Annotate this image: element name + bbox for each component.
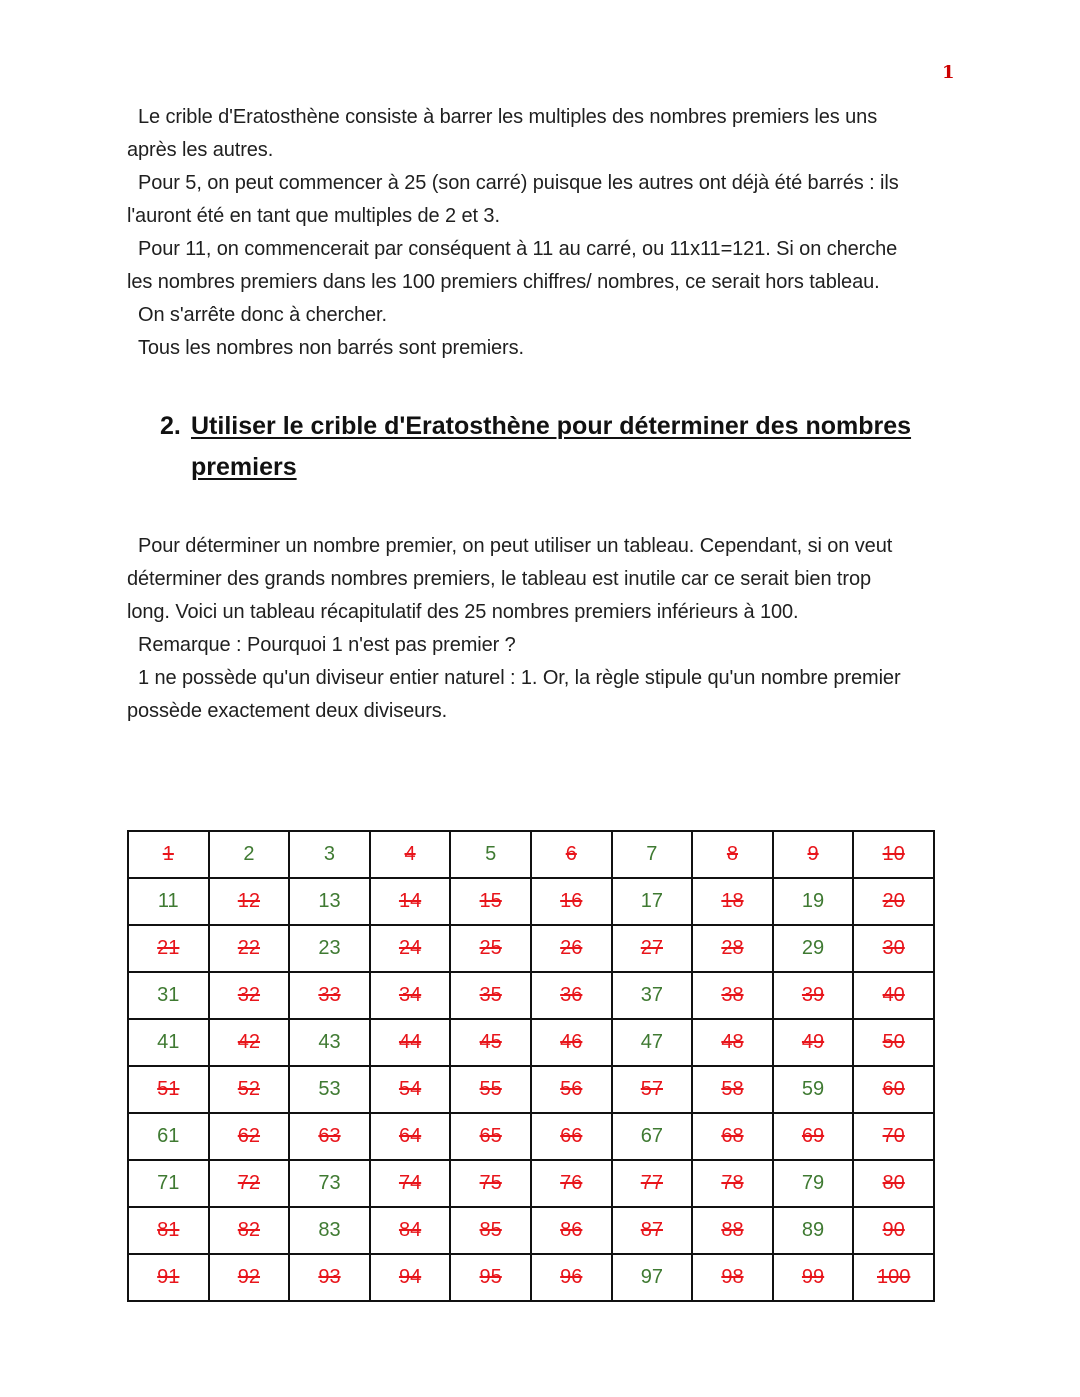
prime-number: 83 bbox=[318, 1219, 341, 1241]
crossed-number: 81 bbox=[157, 1219, 180, 1241]
prime-number: 7 bbox=[646, 843, 658, 865]
eratosthenes-sieve-table bbox=[127, 830, 935, 1302]
prime-cell bbox=[209, 831, 290, 878]
prime-cell bbox=[612, 1113, 693, 1160]
crossed-cell bbox=[209, 1019, 290, 1066]
prime-cell bbox=[128, 972, 209, 1019]
crossed-cell bbox=[450, 878, 531, 925]
crossed-number: 90 bbox=[882, 1219, 905, 1241]
prime-cell bbox=[773, 925, 854, 972]
crossed-number: 77 bbox=[640, 1172, 663, 1194]
crossed-number: 40 bbox=[882, 984, 905, 1006]
crossed-number: 25 bbox=[479, 937, 502, 959]
crossed-number: 64 bbox=[398, 1125, 422, 1147]
crossed-cell bbox=[853, 972, 934, 1019]
crossed-cell bbox=[853, 878, 934, 925]
crossed-cell bbox=[531, 1207, 612, 1254]
prime-cell bbox=[128, 1160, 209, 1207]
prime-number: 19 bbox=[801, 890, 825, 912]
crossed-number: 65 bbox=[479, 1125, 502, 1147]
prime-number: 29 bbox=[801, 937, 825, 959]
crossed-cell bbox=[289, 1113, 370, 1160]
prime-number: 31 bbox=[157, 984, 180, 1006]
crossed-cell bbox=[773, 1019, 854, 1066]
crossed-number: 33 bbox=[318, 984, 341, 1006]
prime-number: 11 bbox=[157, 890, 179, 912]
crossed-cell bbox=[773, 972, 854, 1019]
crossed-number: 95 bbox=[479, 1266, 502, 1288]
crossed-cell bbox=[531, 1254, 612, 1301]
intro-line: Le crible d'Eratosthène consiste à barrer les multiples des nombres premiers les uns bbox=[138, 106, 878, 128]
crossed-number: 38 bbox=[721, 984, 744, 1006]
prime-number: 23 bbox=[318, 937, 341, 959]
crossed-number: 28 bbox=[721, 937, 744, 959]
crossed-number: 56 bbox=[560, 1078, 583, 1100]
prime-number: 5 bbox=[485, 843, 497, 865]
prime-cell bbox=[773, 1207, 854, 1254]
body-line: Pour déterminer un nombre premier, on peut utiliser un tableau. Cependant, si on veut bbox=[138, 535, 893, 557]
crossed-cell bbox=[450, 1113, 531, 1160]
crossed-number: 62 bbox=[237, 1125, 261, 1147]
crossed-cell bbox=[370, 925, 451, 972]
intro-line: Tous les nombres non barrés sont premiers. bbox=[138, 337, 524, 359]
prime-cell bbox=[612, 831, 693, 878]
prime-cell bbox=[450, 831, 531, 878]
crossed-cell bbox=[692, 1254, 773, 1301]
sieve-row bbox=[128, 1254, 934, 1301]
prime-number: 59 bbox=[801, 1078, 825, 1100]
prime-cell bbox=[128, 1113, 209, 1160]
crossed-cell bbox=[692, 878, 773, 925]
crossed-number: 91 bbox=[157, 1266, 180, 1288]
page-number: 1 bbox=[942, 62, 955, 83]
crossed-number: 93 bbox=[318, 1266, 341, 1288]
crossed-number: 9 bbox=[807, 843, 819, 865]
crossed-cell bbox=[531, 925, 612, 972]
crossed-cell bbox=[450, 925, 531, 972]
crossed-cell bbox=[450, 1160, 531, 1207]
crossed-cell bbox=[612, 1207, 693, 1254]
crossed-number: 34 bbox=[398, 984, 422, 1006]
crossed-number: 49 bbox=[801, 1031, 825, 1053]
body-line: long. Voici un tableau récapitulatif des 25 nombres premiers inférieurs à 100. bbox=[127, 601, 799, 623]
crossed-cell bbox=[853, 1160, 934, 1207]
intro-line: l'auront été en tant que multiples de 2 et 3. bbox=[127, 205, 500, 227]
crossed-cell bbox=[853, 1066, 934, 1113]
crossed-cell bbox=[531, 1019, 612, 1066]
crossed-cell bbox=[128, 1066, 209, 1113]
body-line: 1 ne possède qu'un diviseur entier naturel : 1. Or, la règle stipule qu'un nombre premier bbox=[138, 667, 901, 689]
crossed-cell bbox=[692, 972, 773, 1019]
intro-line: Pour 11, on commencerait par conséquent à 11 au carré, ou 11x11=121. Si on cherche bbox=[138, 238, 898, 260]
prime-cell bbox=[289, 1160, 370, 1207]
crossed-number: 30 bbox=[882, 937, 905, 959]
crossed-cell bbox=[209, 972, 290, 1019]
crossed-number: 70 bbox=[882, 1125, 905, 1147]
crossed-cell bbox=[128, 1207, 209, 1254]
crossed-cell bbox=[692, 1113, 773, 1160]
crossed-cell bbox=[209, 1066, 290, 1113]
prime-cell bbox=[289, 878, 370, 925]
crossed-cell bbox=[853, 831, 934, 878]
crossed-number: 48 bbox=[721, 1031, 744, 1053]
crossed-number: 52 bbox=[237, 1078, 261, 1100]
crossed-number: 46 bbox=[560, 1031, 583, 1053]
prime-cell bbox=[612, 1019, 693, 1066]
prime-number: 67 bbox=[640, 1125, 663, 1147]
crossed-number: 87 bbox=[640, 1219, 663, 1241]
crossed-cell bbox=[128, 831, 209, 878]
crossed-number: 86 bbox=[560, 1219, 583, 1241]
crossed-number: 76 bbox=[560, 1172, 583, 1194]
crossed-number: 44 bbox=[398, 1031, 422, 1053]
remark-line: Remarque : Pourquoi 1 n'est pas premier ? bbox=[138, 634, 516, 656]
crossed-number: 80 bbox=[882, 1172, 905, 1194]
crossed-cell bbox=[692, 1066, 773, 1113]
intro-line: Pour 5, on peut commencer à 25 (son carré) puisque les autres ont déjà été barrés : ils bbox=[138, 172, 899, 194]
crossed-cell bbox=[531, 878, 612, 925]
crossed-number: 26 bbox=[560, 937, 583, 959]
crossed-number: 68 bbox=[721, 1125, 744, 1147]
prime-number: 17 bbox=[640, 890, 663, 912]
crossed-cell bbox=[692, 1207, 773, 1254]
section-heading bbox=[160, 406, 940, 488]
prime-number: 13 bbox=[318, 890, 341, 912]
prime-number: 61 bbox=[157, 1125, 180, 1147]
prime-number: 53 bbox=[318, 1078, 341, 1100]
prime-cell bbox=[612, 972, 693, 1019]
crossed-number: 45 bbox=[479, 1031, 502, 1053]
crossed-cell bbox=[450, 1207, 531, 1254]
crossed-cell bbox=[128, 1254, 209, 1301]
crossed-number: 50 bbox=[882, 1031, 905, 1053]
sieve-row bbox=[128, 878, 934, 925]
intro-line: On s'arrête donc à chercher. bbox=[138, 304, 387, 326]
crossed-cell bbox=[209, 1160, 290, 1207]
sieve-row bbox=[128, 831, 934, 878]
crossed-cell bbox=[128, 925, 209, 972]
prime-number: 43 bbox=[318, 1031, 341, 1053]
crossed-number: 72 bbox=[237, 1172, 261, 1194]
crossed-cell bbox=[450, 1254, 531, 1301]
prime-cell bbox=[773, 1066, 854, 1113]
crossed-cell bbox=[370, 1019, 451, 1066]
crossed-cell bbox=[370, 878, 451, 925]
crossed-cell bbox=[289, 1254, 370, 1301]
crossed-number: 20 bbox=[882, 890, 905, 912]
crossed-cell bbox=[773, 1113, 854, 1160]
prime-cell bbox=[773, 1160, 854, 1207]
crossed-cell bbox=[531, 831, 612, 878]
prime-cell bbox=[128, 1019, 209, 1066]
section-title-line2: premiers bbox=[191, 453, 297, 481]
crossed-number: 88 bbox=[721, 1219, 744, 1241]
crossed-cell bbox=[209, 1113, 290, 1160]
sieve-row bbox=[128, 1019, 934, 1066]
prime-cell bbox=[289, 925, 370, 972]
crossed-number: 32 bbox=[237, 984, 261, 1006]
body-line: déterminer des grands nombres premiers, le tableau est inutile car ce serait bien trop bbox=[127, 568, 871, 590]
sieve-row bbox=[128, 1207, 934, 1254]
crossed-cell bbox=[531, 1160, 612, 1207]
crossed-cell bbox=[692, 1019, 773, 1066]
crossed-cell bbox=[612, 1160, 693, 1207]
crossed-cell bbox=[450, 972, 531, 1019]
crossed-number: 24 bbox=[398, 937, 422, 959]
prime-cell bbox=[289, 1066, 370, 1113]
crossed-cell bbox=[531, 1066, 612, 1113]
prime-number: 73 bbox=[318, 1172, 341, 1194]
crossed-number: 63 bbox=[318, 1125, 341, 1147]
crossed-cell bbox=[209, 1207, 290, 1254]
sieve-row bbox=[128, 972, 934, 1019]
prime-number: 79 bbox=[801, 1172, 825, 1194]
crossed-number: 92 bbox=[237, 1266, 261, 1288]
prime-number: 41 bbox=[157, 1031, 180, 1053]
crossed-cell bbox=[209, 925, 290, 972]
prime-cell bbox=[612, 1254, 693, 1301]
crossed-number: 10 bbox=[882, 843, 905, 865]
crossed-cell bbox=[531, 1113, 612, 1160]
crossed-cell bbox=[853, 1113, 934, 1160]
crossed-number: 58 bbox=[721, 1078, 744, 1100]
prime-cell bbox=[612, 878, 693, 925]
crossed-number: 4 bbox=[404, 843, 416, 865]
crossed-cell bbox=[370, 1254, 451, 1301]
prime-number: 47 bbox=[640, 1031, 663, 1053]
crossed-number: 75 bbox=[479, 1172, 502, 1194]
crossed-number: 6 bbox=[565, 843, 577, 865]
section-number: 2. bbox=[160, 412, 181, 440]
body-paragraph bbox=[127, 530, 957, 728]
crossed-number: 15 bbox=[479, 890, 502, 912]
crossed-number: 69 bbox=[801, 1125, 825, 1147]
crossed-cell bbox=[450, 1019, 531, 1066]
crossed-number: 82 bbox=[237, 1219, 261, 1241]
crossed-number: 98 bbox=[721, 1266, 744, 1288]
crossed-number: 39 bbox=[801, 984, 825, 1006]
crossed-number: 84 bbox=[398, 1219, 422, 1241]
crossed-number: 54 bbox=[398, 1078, 422, 1100]
prime-cell bbox=[289, 831, 370, 878]
crossed-number: 94 bbox=[398, 1266, 422, 1288]
prime-cell bbox=[289, 1207, 370, 1254]
crossed-cell bbox=[370, 972, 451, 1019]
crossed-cell bbox=[531, 972, 612, 1019]
crossed-number: 99 bbox=[801, 1266, 825, 1288]
crossed-number: 60 bbox=[882, 1078, 905, 1100]
crossed-cell bbox=[853, 1207, 934, 1254]
crossed-number: 51 bbox=[157, 1078, 180, 1100]
prime-number: 3 bbox=[323, 843, 336, 865]
crossed-cell bbox=[370, 1113, 451, 1160]
prime-cell bbox=[128, 878, 209, 925]
crossed-number: 22 bbox=[237, 937, 261, 959]
prime-number: 37 bbox=[640, 984, 663, 1006]
sieve-row bbox=[128, 1113, 934, 1160]
crossed-number: 36 bbox=[560, 984, 583, 1006]
body-line: possède exactement deux diviseurs. bbox=[127, 700, 448, 722]
crossed-cell bbox=[370, 1207, 451, 1254]
crossed-number: 85 bbox=[479, 1219, 502, 1241]
crossed-cell bbox=[612, 925, 693, 972]
crossed-number: 27 bbox=[640, 937, 663, 959]
crossed-cell bbox=[370, 831, 451, 878]
crossed-number: 14 bbox=[398, 890, 422, 912]
intro-line: après les autres. bbox=[127, 139, 274, 161]
prime-number: 97 bbox=[640, 1266, 663, 1288]
sieve-table-body bbox=[128, 831, 934, 1301]
crossed-number: 55 bbox=[479, 1078, 502, 1100]
crossed-number: 96 bbox=[560, 1266, 583, 1288]
crossed-number: 16 bbox=[560, 890, 583, 912]
crossed-number: 18 bbox=[721, 890, 744, 912]
crossed-cell bbox=[773, 831, 854, 878]
intro-paragraph bbox=[127, 101, 957, 365]
crossed-cell bbox=[692, 1160, 773, 1207]
crossed-cell bbox=[853, 1019, 934, 1066]
crossed-cell bbox=[209, 878, 290, 925]
crossed-cell bbox=[692, 925, 773, 972]
crossed-number: 57 bbox=[640, 1078, 663, 1100]
sieve-row bbox=[128, 1066, 934, 1113]
crossed-number: 66 bbox=[560, 1125, 583, 1147]
crossed-cell bbox=[692, 831, 773, 878]
prime-number: 2 bbox=[243, 843, 255, 865]
sieve-row bbox=[128, 925, 934, 972]
crossed-cell bbox=[289, 972, 370, 1019]
section-title-line1: Utiliser le crible d'Eratosthène pour déterminer des nombres bbox=[191, 412, 912, 440]
sieve-row bbox=[128, 1160, 934, 1207]
crossed-cell bbox=[853, 925, 934, 972]
prime-cell bbox=[289, 1019, 370, 1066]
crossed-number: 42 bbox=[237, 1031, 261, 1053]
crossed-cell bbox=[612, 1066, 693, 1113]
crossed-number: 21 bbox=[157, 937, 180, 959]
crossed-cell bbox=[370, 1066, 451, 1113]
crossed-number: 12 bbox=[237, 890, 261, 912]
prime-number: 71 bbox=[157, 1172, 180, 1194]
crossed-cell bbox=[209, 1254, 290, 1301]
crossed-number: 74 bbox=[398, 1172, 422, 1194]
crossed-number: 78 bbox=[721, 1172, 744, 1194]
crossed-cell bbox=[773, 1254, 854, 1301]
crossed-number: 35 bbox=[479, 984, 502, 1006]
crossed-number: 8 bbox=[726, 843, 739, 865]
crossed-cell bbox=[450, 1066, 531, 1113]
crossed-number: 100 bbox=[876, 1266, 911, 1288]
crossed-number: 1 bbox=[162, 843, 174, 865]
crossed-cell bbox=[853, 1254, 934, 1301]
prime-cell bbox=[773, 878, 854, 925]
intro-line: les nombres premiers dans les 100 premiers chiffres/ nombres, ce serait hors tableau. bbox=[127, 271, 880, 293]
crossed-cell bbox=[370, 1160, 451, 1207]
prime-number: 89 bbox=[801, 1219, 825, 1241]
